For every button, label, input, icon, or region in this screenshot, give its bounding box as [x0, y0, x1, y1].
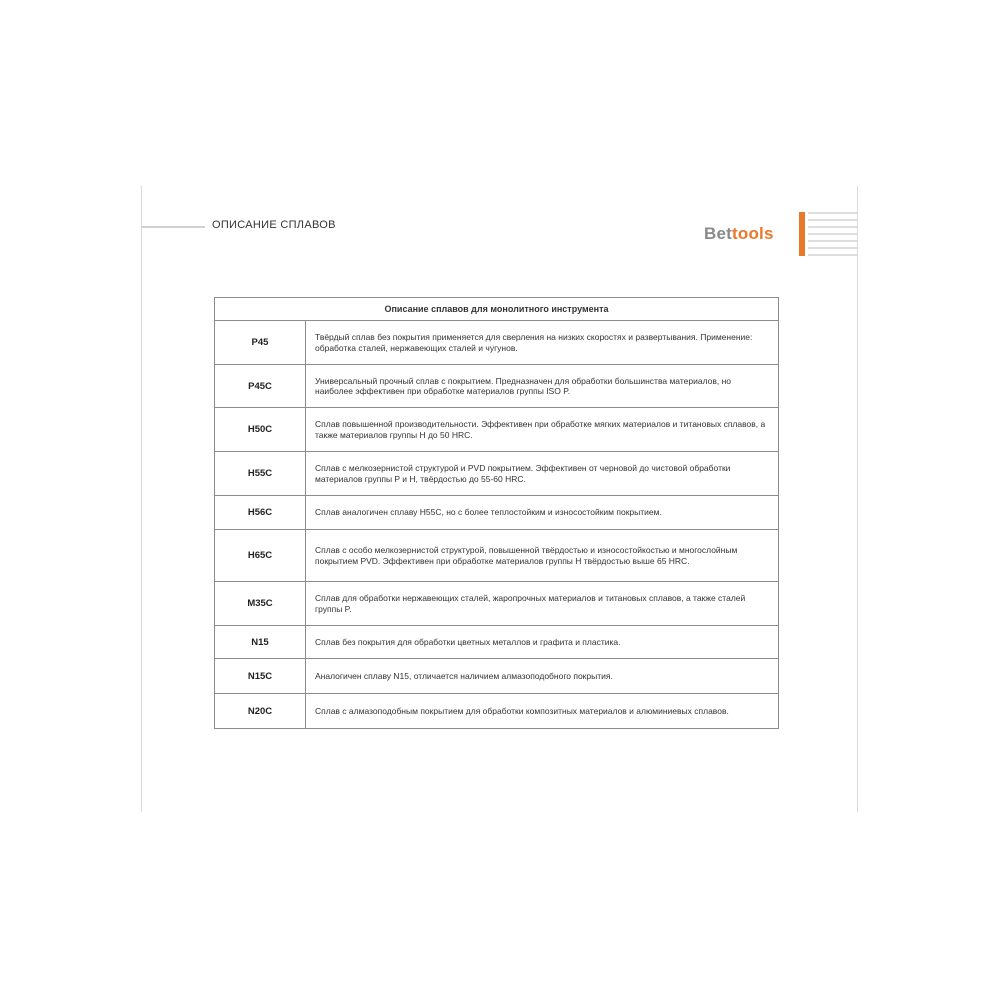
logo-part-tools: tools — [732, 224, 774, 243]
table-row — [215, 582, 779, 626]
header-rule — [141, 226, 205, 228]
table-row — [215, 365, 779, 408]
alloy-code: P45C — [215, 365, 306, 408]
alloy-description: Универсальный прочный сплав с покрытием. Предназначен для обработки большинства материалов, но наиболее эффективен при обработке материалов группы ISO P. — [306, 365, 779, 408]
alloy-table — [214, 297, 779, 729]
table-row — [215, 452, 779, 496]
logo-part-bet: Bet — [704, 224, 732, 243]
alloy-code: P45 — [215, 321, 306, 365]
alloy-description: Сплав аналогичен сплаву H55C, но с более теплостойким и износостойким покрытием. — [306, 496, 779, 530]
alloy-code: H65C — [215, 530, 306, 582]
alloy-description: Сплав повышенной производительности. Эффективен при обработке мягких материалов и титановых сплавов, а также материалов группы H до 50 HRC. — [306, 408, 779, 452]
alloy-description: Твёрдый сплав без покрытия применяется для сверления на низких скоростях и развертывания. Применение: обработка сталей, нержавеющих сталей и чугунов. — [306, 321, 779, 365]
table-row — [215, 496, 779, 530]
alloy-description: Сплав для обработки нержавеющих сталей, жаропрочных материалов и титановых сплавов, а также сталей группы P. — [306, 582, 779, 626]
table-title: Описание сплавов для монолитного инструмента — [215, 298, 779, 321]
alloy-description: Сплав с мелкозернистой структурой и PVD покрытием. Эффективен от черновой до чистовой обработки материалов группы P и H, твёрдостью до 55-60 HRC. — [306, 452, 779, 496]
alloy-description: Сплав с алмазоподобным покрытием для обработки композитных материалов и алюминиевых сплавов. — [306, 694, 779, 729]
table-row — [215, 659, 779, 694]
section-title: ОПИСАНИЕ СПЛАВОВ — [212, 219, 336, 231]
table-row — [215, 408, 779, 452]
alloy-code: N15C — [215, 659, 306, 694]
table-row — [215, 694, 779, 729]
page-right-border — [857, 186, 858, 812]
alloy-description: Сплав без покрытия для обработки цветных металлов и графита и пластика. — [306, 626, 779, 659]
logo-accent-bar — [799, 212, 805, 256]
table-row — [215, 530, 779, 582]
alloy-description: Сплав с особо мелкозернистой структурой, повышенной твёрдостью и износостойкостью и многослойным покрытием PVD. Эффективен при обработке материалов группы H твёрдостью выше 65 HRC. — [306, 530, 779, 582]
table-row — [215, 321, 779, 365]
table-row — [215, 626, 779, 659]
alloy-description: Аналогичен сплаву N15, отличается наличием алмазоподобного покрытия. — [306, 659, 779, 694]
alloy-code: M35C — [215, 582, 306, 626]
alloy-code: N15 — [215, 626, 306, 659]
alloy-code: H55C — [215, 452, 306, 496]
alloy-code: H50C — [215, 408, 306, 452]
alloy-code: H56C — [215, 496, 306, 530]
brand-logo — [704, 224, 774, 244]
alloy-code: N20C — [215, 694, 306, 729]
decorative-stripes — [808, 212, 857, 260]
page-left-border — [141, 186, 142, 812]
